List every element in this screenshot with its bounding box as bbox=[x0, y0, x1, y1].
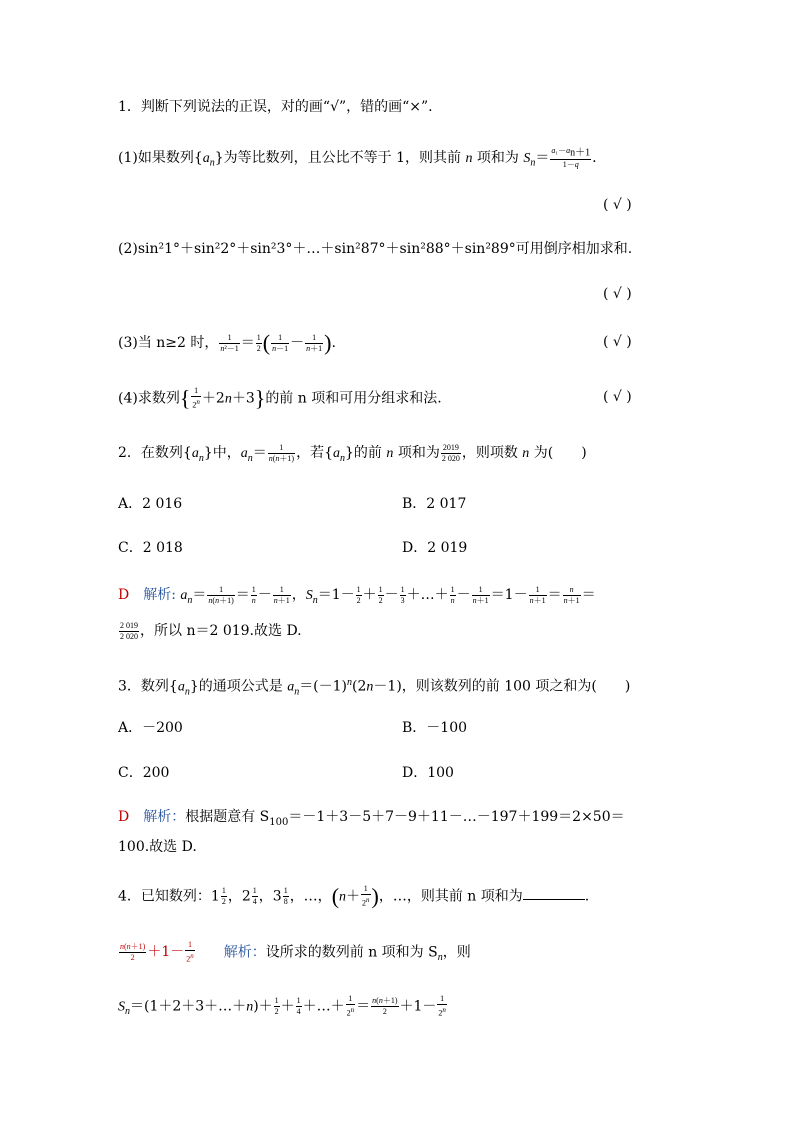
q4-answer: $\frac{n(n+1)}{2}$ ＋1－ $\frac{1}{2^n}$ bbox=[120, 940, 194, 964]
q2-stem: 2．在数列$\{a_n\}$中，$a_n=$ $\frac{1}{n(n+1)}$ ，若$\{a_n\}$的前 n 项和为 $\frac{2019}{2 020}$ ，则项数 n 为( ) bbox=[118, 442, 587, 464]
q3-solution-label: 解析： bbox=[143, 809, 186, 825]
q1-stem: 1．判断下列说法的正误，对的画“√”，错的画“×”. bbox=[118, 99, 433, 115]
q3-solution-line-1: D 解析：根据题意有 $S_{100}=-1+3-5+7-9+11-\dots-197+199=2\times 50=$ bbox=[118, 809, 625, 828]
q2-solution-line-1: D 解析: $a_n=$ $\frac{1}{n(n+1)}$ ＝ $\frac{1}{n}$ － $\frac{1}{n+1}$ ，$S_n=1-$ $\frac{1}{2}$ ＋ $\frac{1}{2}$ － $\frac{1}{3}$ ＋…＋ $\frac{1}{n}$ － $\frac{1}{n+1}$ ＝1－ $\frac{1}{n+1}$ ＝ $\frac{n}{n+1}$ ＝ bbox=[118, 584, 596, 606]
q4-solution-line-2: $S_n=(1+2+3+\dots+n)+$ $\frac{1}{2}$ ＋ $\frac{1}{4}$ ＋…＋ $\frac{1}{2^n}$ ＝ $\frac{n(n+1)}{2}$ ＋1－ $\frac{1}{2^n}$ bbox=[118, 994, 446, 1018]
q1-item-1: (1)如果数列$\{a_n\}$为等比数列，且公比不等于 1，则其前 n 项和为 $S_n=$ $\frac{a_1-a_{n+1}}{1-q}$ . bbox=[118, 146, 597, 169]
q4-answer-blank bbox=[523, 885, 585, 900]
q1-item-3: (3)当 n≥2 时， $\frac{1}{\text{n²－1}}$ ＝ $\frac{1}{2}$ ( $\frac{1}{n-1}$ － $\frac{1}{n+1}$ ). bbox=[118, 330, 336, 355]
q4-stem: 4．已知数列：1 $\frac{1}{2}$ ，2 $\frac{1}{4}$ ，3 $\frac{1}{8}$ ，…，(n＋ $\frac{1}{2^n}$ )，…，则其前 n 项和为 . bbox=[118, 883, 590, 909]
q3-option-d: D．100 bbox=[402, 765, 454, 781]
q2-solution-label: 解析: bbox=[143, 587, 176, 603]
q2-option-d: D．2 019 bbox=[402, 540, 468, 556]
q3-option-a: A．－200 bbox=[118, 720, 183, 736]
q3-option-c: C．200 bbox=[118, 765, 170, 781]
q3-solution-line-2: 100.故选 D. bbox=[118, 839, 197, 855]
q3-stem: 3．数列$\{a_n\}$的通项公式是 $a_n=(-1)^n(2n-1)$，则该数列的前 100 项之和为( ) bbox=[118, 677, 631, 698]
q1-mark-3: ( √ ) bbox=[603, 334, 632, 350]
q2-option-c: C．2 018 bbox=[118, 540, 183, 556]
q2-option-b: B．2 017 bbox=[402, 496, 467, 512]
q4-solution-label: 解析： bbox=[223, 944, 266, 961]
q1-mark-4: ( √ ) bbox=[603, 389, 632, 405]
q1-item-4: (4)求数列{ $\frac{1}{2^n}$ ＋2n＋3}的前 n 项和可用分组求和法. bbox=[118, 385, 442, 411]
q3-answer: D bbox=[118, 809, 130, 825]
q2-solution-line-2: $\frac{2 019}{2 020}$ ，所以 n＝2 019.故选 D. bbox=[120, 620, 302, 641]
q2-answer: D bbox=[118, 587, 130, 603]
q4-solution-line-1: $\frac{n(n+1)}{2}$ ＋1－ $\frac{1}{2^n}$ 解析：设所求的数列前 n 项和为 $S_n$，则 bbox=[120, 940, 471, 964]
q1-item-2: (2)sin²1°＋sin²2°＋sin²3°＋…＋sin²87°＋sin²88°＋sin²89°可用倒序相加求和. bbox=[118, 241, 633, 257]
q2-option-a: A．2 016 bbox=[118, 496, 183, 512]
q3-option-b: B．－100 bbox=[402, 720, 468, 736]
q1-mark-1: ( √ ) bbox=[603, 197, 632, 213]
q1-mark-2: ( √ ) bbox=[603, 286, 632, 302]
